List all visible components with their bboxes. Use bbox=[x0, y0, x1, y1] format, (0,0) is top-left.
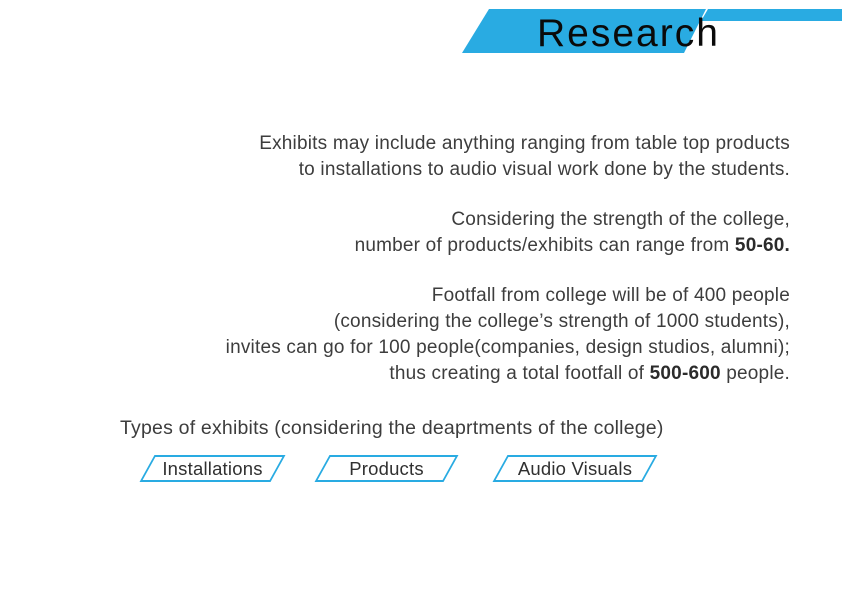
tag-installations bbox=[147, 455, 278, 482]
text-segment: thus creating a total footfall of bbox=[389, 363, 650, 384]
text-line bbox=[226, 131, 790, 157]
tag-label: Audio Visuals bbox=[517, 457, 633, 479]
body-paragraph bbox=[226, 207, 790, 259]
text-line bbox=[226, 361, 790, 387]
tag-products bbox=[322, 455, 451, 482]
text-segment: (considering the college’s strength of 1000 students), bbox=[333, 311, 790, 332]
text-segment: Considering the strength of the college, bbox=[451, 209, 790, 230]
text-line bbox=[226, 233, 790, 259]
tag-label: Installations bbox=[162, 457, 263, 479]
types-heading: Types of exhibits (considering the deaprtments of the college) bbox=[120, 417, 664, 439]
text-segment: Exhibits may include anything ranging from table top products bbox=[259, 133, 790, 154]
text-segment: Footfall from college will be of 400 people bbox=[431, 285, 790, 306]
text-segment: invites can go for 100 people(companies, design studios, alumni); bbox=[225, 337, 790, 358]
tag-audio-visuals bbox=[500, 455, 650, 482]
text-segment-bold: 50-60. bbox=[734, 235, 790, 256]
text-line bbox=[226, 283, 790, 309]
slide-title: Research bbox=[537, 12, 720, 55]
text-segment-bold: 500-600 bbox=[649, 363, 721, 384]
header-strip bbox=[701, 9, 842, 21]
text-segment: people. bbox=[720, 363, 790, 384]
tag-label: Products bbox=[349, 457, 424, 479]
body-paragraph bbox=[226, 131, 790, 183]
body-text-block bbox=[226, 131, 790, 387]
text-line bbox=[226, 309, 790, 335]
text-segment: to installations to audio visual work done by the students. bbox=[298, 159, 790, 180]
text-line bbox=[226, 207, 790, 233]
text-line bbox=[226, 157, 790, 183]
text-line bbox=[226, 335, 790, 361]
body-paragraph bbox=[226, 283, 790, 387]
text-segment: number of products/exhibits can range from bbox=[354, 235, 735, 256]
